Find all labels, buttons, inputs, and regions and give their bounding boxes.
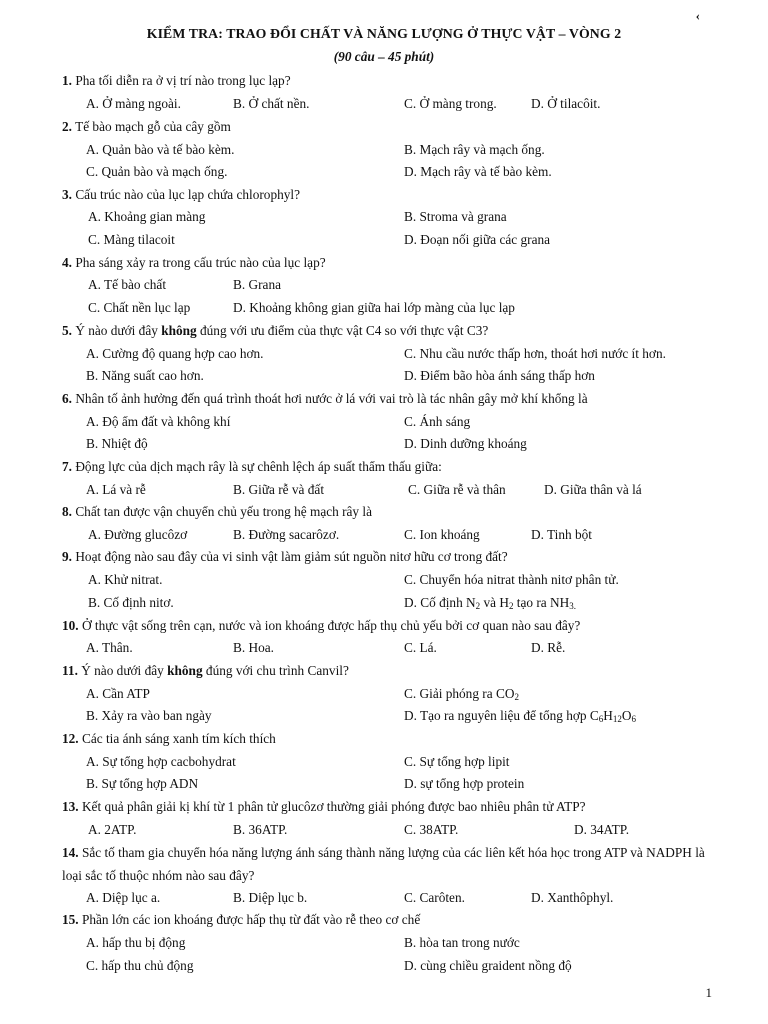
- option-b: B. hòa tan trong nước: [404, 935, 520, 950]
- question-text: Chất tan được vận chuyển chủ yếu trong hệ mạch rây là: [75, 504, 373, 519]
- subscript: 2: [508, 601, 514, 611]
- option-a: A. hấp thu bị động: [86, 935, 186, 950]
- option-a: A. Thân.: [86, 640, 133, 655]
- question-number: 13.: [62, 799, 79, 814]
- question-3: [62, 187, 300, 203]
- question-number: 8.: [62, 504, 72, 519]
- option-b: B. Đường sacarôzơ.: [233, 527, 340, 542]
- subscript: 2: [514, 692, 519, 702]
- option-d: D. Dinh dưỡng khoáng: [404, 436, 527, 451]
- option-c: [404, 686, 519, 702]
- question-text: Các tia ánh sáng xanh tím kích thích: [81, 731, 276, 746]
- option-text: H: [603, 708, 613, 723]
- question-number: 4.: [62, 255, 72, 270]
- option-d: D. cùng chiều graident nồng độ: [404, 958, 572, 973]
- option-b: B. Sự tổng hợp ADN: [86, 776, 199, 791]
- option-c: C. Chất nền lục lạp: [88, 300, 191, 315]
- question-text: Động lực của dịch mạch rây là sự chênh lệch áp suất thẩm thấu giữa:: [75, 459, 442, 474]
- option-b: B. Hoa.: [233, 640, 274, 655]
- corner-mark: ‹: [695, 8, 700, 23]
- option-b: B. Nhiệt độ: [86, 436, 148, 451]
- option-c: C. Nhu cầu nước thấp hơn, thoát hơi nước ít hơn.: [404, 346, 666, 361]
- option-b: B. Giữa rễ và đất: [233, 482, 325, 497]
- question-9: [62, 549, 508, 565]
- question-text: [75, 323, 488, 338]
- option-b: B. Grana: [233, 277, 281, 292]
- question-number: 14.: [62, 845, 79, 860]
- option-b: B. Năng suất cao hơn.: [86, 368, 204, 383]
- option-a: A. Tế bào chất: [88, 277, 167, 292]
- option-d: D. Tinh bột: [531, 527, 592, 542]
- question-4: [62, 255, 326, 271]
- emphasis-text: không: [167, 663, 203, 678]
- question-text-part: Ý nào dưới đây: [81, 663, 168, 678]
- question-number: 6.: [62, 391, 72, 406]
- page-subtitle: (90 câu – 45 phút): [333, 49, 435, 64]
- question-10: [62, 618, 580, 634]
- question-number: 11.: [62, 663, 78, 678]
- option-d: [404, 708, 636, 724]
- question-number: 3.: [62, 187, 72, 202]
- question-number: 9.: [62, 549, 72, 564]
- option-c: C. Giữa rễ và thân: [408, 482, 506, 497]
- option-b: B. Cố định nitơ.: [88, 595, 174, 610]
- question-text: Pha tối diễn ra ở vị trí nào trong lục lạp?: [75, 73, 291, 88]
- question-text: Sắc tố tham gia chuyển hóa năng lượng ánh sáng thành năng lượng của các liên kết hóa học trong ATP và NADPH là loại sắc tố thuộc nhóm nào sau đây?: [62, 845, 705, 883]
- option-a: A. Lá và rễ: [86, 482, 146, 497]
- option-b: B. Mạch rây và mạch ống.: [404, 142, 545, 157]
- question-11: [62, 663, 349, 679]
- subscript: 12: [612, 714, 622, 724]
- option-a: A. Khoảng gian màng: [88, 209, 206, 224]
- question-text: Pha sáng xảy ra trong cấu trúc nào của lục lạp?: [75, 255, 326, 270]
- option-a: A. Độ ẩm đất và không khí: [86, 414, 231, 429]
- option-d: D. Ở tilacôit.: [531, 96, 601, 111]
- question-6: [62, 391, 588, 407]
- option-d: D. Rễ.: [531, 640, 566, 655]
- question-number: 10.: [62, 618, 79, 633]
- emphasis-text: không: [161, 323, 197, 338]
- option-d: D. Xanthôphyl.: [531, 890, 614, 905]
- question-text: Ở thực vật sống trên cạn, nước và ion khoáng được hấp thụ chủ yếu bởi cơ quan nào sau đây?: [81, 618, 581, 633]
- option-c: C. Chuyển hóa nitrat thành nitơ phân tử.: [404, 572, 619, 587]
- option-a: A. Đường glucôzơ: [88, 527, 188, 542]
- option-d: D. sự tổng hợp protein: [404, 776, 525, 791]
- option-a: A. Diệp lục a.: [86, 890, 161, 905]
- option-text: C. Giải phóng ra CO: [404, 686, 515, 701]
- option-a: A. 2ATP.: [88, 822, 137, 837]
- question-8: [62, 504, 372, 520]
- option-c: C. 38ATP.: [404, 822, 459, 837]
- question-12: [62, 731, 276, 747]
- option-a: A. Cần ATP: [86, 686, 150, 701]
- subscript: 6: [598, 714, 604, 724]
- option-c: C. Sự tổng hợp lipit: [404, 754, 510, 769]
- option-a: A. Sự tổng hợp cacbohydrat: [86, 754, 236, 769]
- option-d: D. Giữa thân và lá: [544, 482, 642, 497]
- question-text-part: đúng với chu trình Canvil?: [202, 663, 349, 678]
- question-number: 5.: [62, 323, 72, 338]
- option-b: B. Stroma và grana: [404, 209, 507, 224]
- page-number: 1: [705, 985, 712, 1000]
- option-text: D. Tạo ra nguyên liệu để tổng hợp C: [404, 708, 599, 723]
- question-text: [81, 663, 349, 678]
- option-a: A. Cường độ quang hợp cao hơn.: [86, 346, 264, 361]
- option-c: C. Màng tilacoit: [88, 232, 175, 247]
- question-13: [62, 799, 586, 815]
- page-title: KIỂM TRA: TRAO ĐỔI CHẤT VÀ NĂNG LƯỢNG Ở THỰC VẬT – VÒNG 2: [146, 26, 622, 41]
- option-text: tạo ra NH: [513, 595, 570, 610]
- option-d: D. 34ATP.: [574, 822, 630, 837]
- question-number: 2.: [62, 119, 72, 134]
- option-c: C. hấp thu chủ động: [86, 958, 194, 973]
- question-text: Cấu trúc nào của lục lạp chứa chlorophyl?: [75, 187, 300, 202]
- question-14: [62, 841, 728, 887]
- option-c: C. Carôten.: [404, 890, 465, 905]
- option-b: B. 36ATP.: [233, 822, 288, 837]
- option-c: C. Ion khoáng: [404, 527, 480, 542]
- option-d: D. Khoảng không gian giữa hai lớp màng của lục lạp: [233, 300, 515, 315]
- question-text: Hoạt động nào sau đây của vi sinh vật làm giảm sút nguồn nitơ hữu cơ trong đất?: [75, 549, 508, 564]
- option-text: D. Cố định N: [404, 595, 476, 610]
- option-a: A. Quản bào và tế bào kèm.: [86, 142, 235, 157]
- option-c: C. Lá.: [404, 640, 437, 655]
- question-number: 12.: [62, 731, 79, 746]
- option-d: D. Đoạn nối giữa các grana: [404, 232, 551, 247]
- option-text: O: [621, 708, 632, 723]
- question-text: Kết quả phân giải kị khí từ 1 phân tử glucôzơ thường giải phóng được bao nhiêu phân tử ATP?: [81, 799, 586, 814]
- option-a: A. Ở màng ngoài.: [86, 96, 181, 111]
- option-a: A. Khử nitrat.: [88, 572, 163, 587]
- question-number: 1.: [62, 73, 72, 88]
- question-text-part: Ý nào dưới đây: [75, 323, 162, 338]
- question-text: Tế bào mạch gỗ của cây gồm: [75, 119, 231, 134]
- question-text-part: đúng với ưu điểm của thực vật C4 so với thực vật C3?: [196, 323, 489, 338]
- question-text: Nhân tố ảnh hưởng đến quá trình thoát hơi nước ở lá với vai trò là tác nhân gây mở khí khổng là: [75, 391, 588, 406]
- question-15: [62, 912, 420, 928]
- option-d: D. Điểm bão hòa ánh sáng thấp hơn: [404, 368, 595, 383]
- subscript: 3.: [569, 601, 576, 611]
- option-c: C. Ánh sáng: [404, 414, 471, 429]
- subscript: 6: [631, 714, 636, 724]
- question-7: [62, 459, 442, 475]
- question-5: [62, 323, 488, 339]
- option-d: [404, 595, 576, 611]
- question-text: Phần lớn các ion khoáng được hấp thụ từ đất vào rễ theo cơ chế: [81, 912, 421, 927]
- option-b: B. Diệp lục b.: [233, 890, 308, 905]
- question-1: [62, 73, 291, 89]
- option-b: B. Xảy ra vào ban ngày: [86, 708, 212, 723]
- question-number: 15.: [62, 912, 79, 927]
- option-text: và H: [480, 595, 509, 610]
- option-c: C. Quản bào và mạch ống.: [86, 164, 228, 179]
- question-2: [62, 119, 231, 135]
- question-number: 7.: [62, 459, 72, 474]
- option-c: C. Ở màng trong.: [404, 96, 497, 111]
- subscript: 2: [475, 601, 481, 611]
- option-d: D. Mạch rây và tế bào kèm.: [404, 164, 552, 179]
- option-b: B. Ở chất nền.: [233, 96, 310, 111]
